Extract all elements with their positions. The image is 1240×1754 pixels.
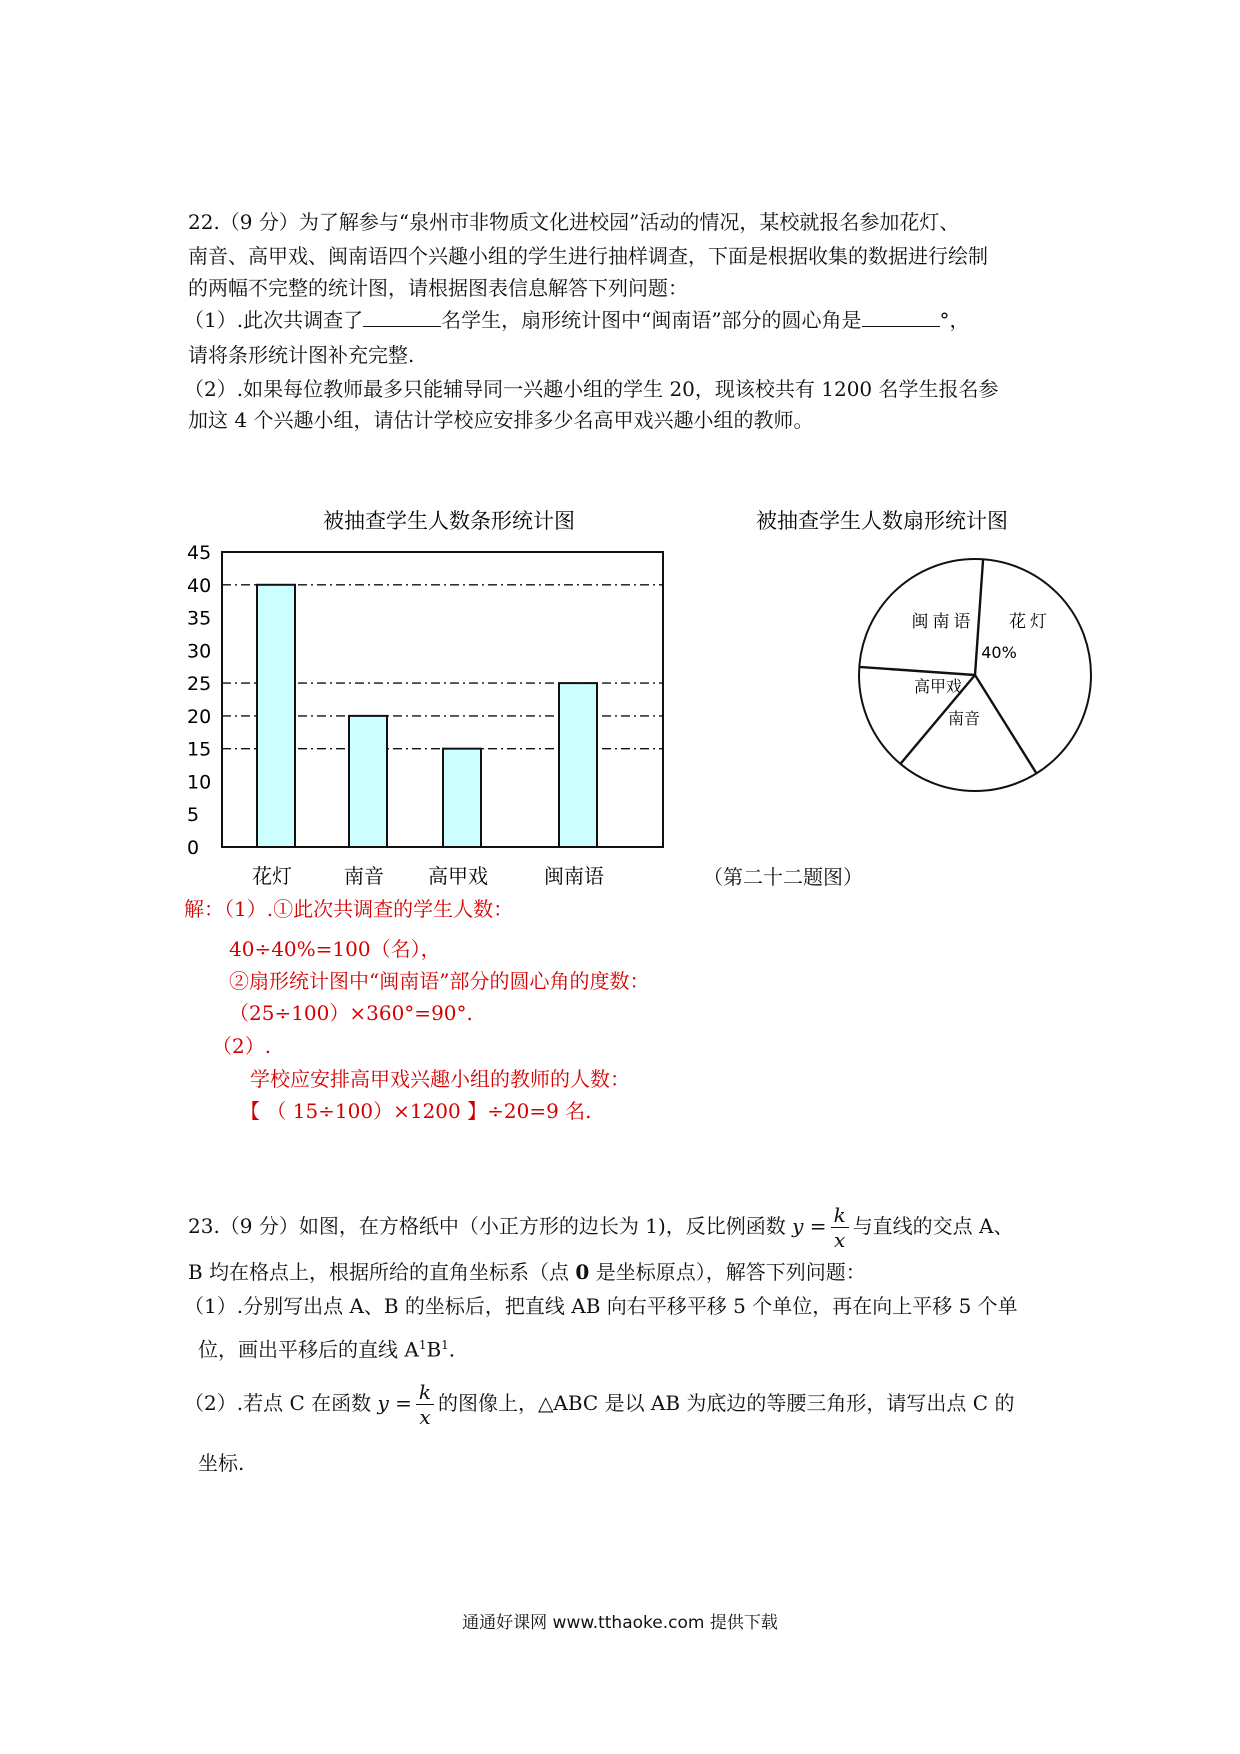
bar: [257, 585, 295, 847]
solution-line-3: ②扇形统计图中“闽南语”部分的圆心角的度数：: [229, 969, 650, 993]
bar-chart: [170, 500, 710, 900]
q23-function-y: y =: [792, 1214, 827, 1238]
q23-line-1: [188, 1203, 1014, 1252]
pie-label-huadeng: 花灯: [1009, 612, 1051, 632]
fraction-numerator: k: [416, 1380, 434, 1405]
origin-label: 0: [575, 1260, 590, 1284]
q22-part2-b: 加这 4 个兴趣小组，请估计学校应安排多少名高甲戏兴趣小组的教师。: [188, 408, 814, 432]
footer: 通通好课网 www.tthaoke.com 提供下载: [462, 1613, 778, 1633]
q23-part1-a: （1）.分别写出点 A、B 的坐标后，把直线 AB 向右平移平移 5 个单位，再在向上平移 5 个单: [184, 1294, 1018, 1318]
q23-sup-1: 1: [418, 1338, 427, 1352]
q22-line-2: 南音、高甲戏、闽南语四个兴趣小组的学生进行抽样调查，下面是根据收集的数据进行绘制: [188, 244, 988, 268]
solution-line-1: 解：（1）.①此次共调查的学生人数：: [184, 897, 514, 921]
q22-part2-a: （2）.如果每位教师最多只能辅导同一兴趣小组的学生 20，现该校共有 1200 名学生报名参: [184, 377, 999, 401]
y-tick-label: 45: [187, 542, 212, 564]
y-tick-label: 35: [187, 607, 212, 630]
solution-line-2: 40÷40%=100（名），: [229, 937, 441, 961]
y-tick-label: 40: [187, 574, 212, 597]
q23-part2-c: 坐标.: [198, 1451, 245, 1475]
y-tick-label: 5: [187, 804, 200, 827]
q23-line-2-b: 是坐标原点），解答下列问题：: [595, 1260, 866, 1284]
y-tick-label: 25: [187, 673, 212, 696]
category-label: 高甲戏: [428, 864, 488, 888]
category-label: 花灯: [252, 864, 292, 888]
y-tick-label: 10: [187, 771, 212, 794]
solution-line-4: （25÷100）×360°=90°.: [229, 1001, 473, 1025]
pie-chart: [740, 500, 1120, 820]
q22-part1-d: 请将条形统计图补充完整.: [188, 343, 415, 367]
q23-part1-b: [198, 1330, 455, 1365]
bar: [443, 749, 481, 847]
q23-line-1-a: 23.（9 分）如图，在方格纸中（小正方形的边长为 1)，反比例函数: [188, 1214, 786, 1238]
q23-part1-c: B: [426, 1337, 442, 1362]
bar-chart-categories: [252, 864, 604, 888]
figure-caption: （第二十二题图）: [703, 865, 863, 889]
q23-fraction-2: [416, 1380, 434, 1429]
bar-chart-title: 被抽查学生人数条形统计图: [323, 509, 575, 533]
q22-part1-b: 名学生，扇形统计图中“闽南语”部分的圆心角是: [441, 308, 862, 332]
bar: [349, 716, 387, 847]
pie-label-gaojiaxi: 高甲戏: [913, 677, 963, 696]
y-tick-label: 20: [187, 705, 212, 728]
bar-chart-y-ticks: [187, 542, 211, 859]
answer-blank-2: [862, 326, 940, 327]
category-label: 南音: [344, 864, 384, 888]
solution-line-5: （2）.: [212, 1034, 272, 1058]
bar: [559, 683, 597, 847]
y-tick-label: 0: [187, 837, 200, 859]
answer-blank-1: [363, 326, 441, 327]
q22-line-3: 的两幅不完整的统计图，请根据图表信息解答下列问题：: [188, 276, 688, 300]
pie-chart-title: 被抽查学生人数扇形统计图: [756, 509, 1008, 533]
q22-part1-a: （1）.此次共调查了: [184, 308, 364, 332]
pie-label-percent: 40%: [981, 643, 1017, 662]
fraction-numerator: k: [831, 1203, 849, 1228]
fraction-denominator: x: [419, 1405, 431, 1429]
y-tick-label: 15: [187, 738, 212, 761]
q23-part2-b: 的图像上，△ABC 是以 AB 为底边的等腰三角形，请写出点 C 的: [438, 1391, 1015, 1415]
q23-part1-d: .: [448, 1337, 456, 1362]
pie-label-nanyin: 南音: [947, 709, 981, 728]
y-tick-label: 30: [187, 640, 212, 663]
q22-part1-c: °，: [939, 308, 970, 332]
q23-fraction-1: [831, 1203, 849, 1252]
q23-part2-a: （2）.若点 C 在函数: [184, 1391, 372, 1415]
q22-part1: [184, 305, 970, 335]
q23-sup-2: 1: [441, 1338, 449, 1352]
q23-function-y-2: y =: [377, 1391, 412, 1415]
q23-line-2: [188, 1257, 866, 1287]
q23-part1-b-text: 位，画出平移后的直线 A: [198, 1337, 419, 1362]
pie-slice-boundary: [859, 667, 975, 675]
solution-line-7: 【 （ 15÷100）×1200 】÷20=9 名.: [240, 1099, 592, 1123]
pie-slice-boundary: [975, 675, 1036, 773]
q22-line-1: 22.（9 分）为了解参与“泉州市非物质文化进校园”活动的情况，某校就报名参加花灯、: [188, 210, 960, 234]
solution-line-6: 学校应安排高甲戏兴趣小组的教师的人数：: [250, 1067, 630, 1091]
q23-line-1-b: 与直线的交点 A、: [852, 1214, 1014, 1238]
q23-part2: [184, 1380, 1014, 1429]
fraction-denominator: x: [833, 1228, 846, 1252]
pie-chart-slices: [859, 559, 1091, 791]
pie-label-minnanyu: 闽南语: [911, 612, 975, 632]
category-label: 闽南语: [544, 864, 604, 888]
q23-line-2-a: B 均在格点上，根据所给的直角坐标系（点: [188, 1260, 570, 1284]
